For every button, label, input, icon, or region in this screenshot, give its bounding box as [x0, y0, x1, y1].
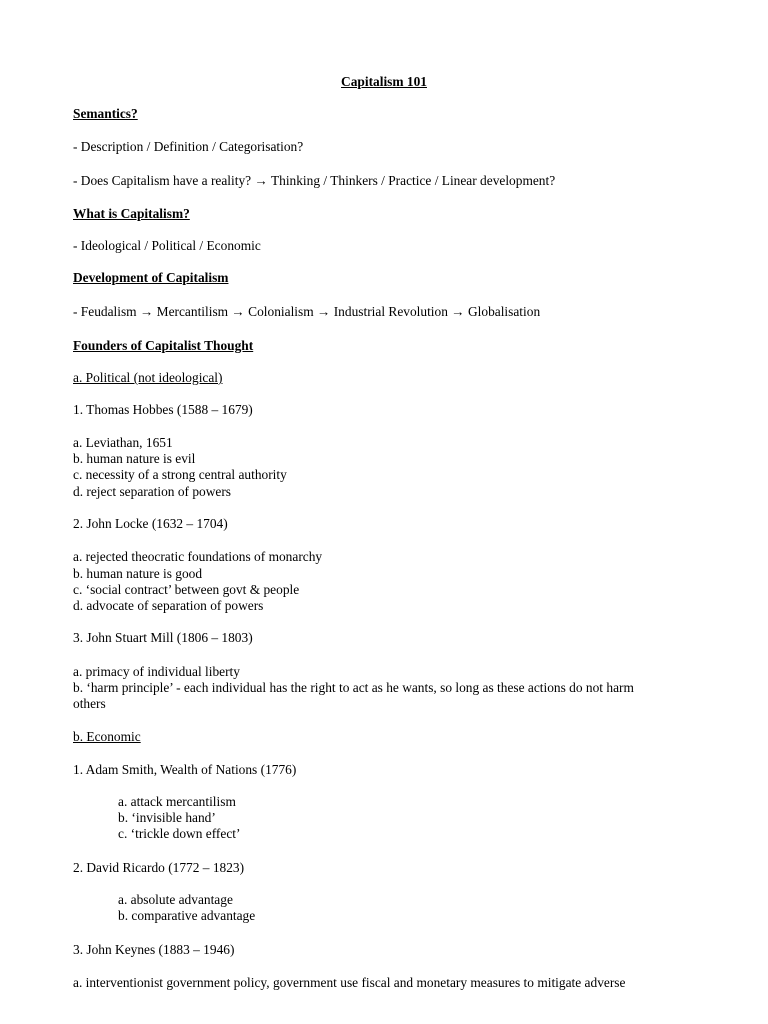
list-item: a. attack mercantilism: [118, 794, 236, 809]
list-item: b. comparative advantage: [118, 908, 256, 923]
text-line: - Description / Definition / Categorisation?: [73, 139, 304, 154]
list-item: b. ‘invisible hand’: [118, 810, 216, 825]
list-item-continuation: others: [73, 696, 106, 711]
list-item: c. necessity of a strong central authority: [73, 467, 287, 482]
thinker-name: 2. John Locke (1632 – 1704): [73, 516, 228, 531]
list-item: b. ‘harm principle’ - each individual has the right to act as he wants, so long as these actions do not harm: [73, 680, 634, 695]
list-item: a. Leviathan, 1651: [73, 435, 173, 450]
subheading-political: a. Political (not ideological): [73, 370, 223, 385]
list-item: c. ‘trickle down effect’: [118, 826, 241, 841]
list-item: a. primacy of individual liberty: [73, 664, 240, 679]
list-item: b. human nature is good: [73, 566, 203, 581]
heading-development: Development of Capitalism: [73, 270, 229, 285]
list-item: d. advocate of separation of powers: [73, 598, 264, 613]
list-item: b. human nature is evil: [73, 451, 196, 466]
page-title: Capitalism 101: [341, 74, 427, 89]
heading-what-is-capitalism: What is Capitalism?: [73, 206, 190, 221]
list-item: c. ‘social contract’ between govt & people: [73, 582, 300, 597]
thinker-name: 1. Adam Smith, Wealth of Nations (1776): [73, 762, 297, 777]
text-line: - Feudalism → Mercantilism → Colonialism → Industrial Revolution → Globalisation: [73, 304, 541, 319]
subheading-economic: b. Economic: [73, 729, 141, 744]
list-item: a. absolute advantage: [118, 892, 233, 907]
list-item: d. reject separation of powers: [73, 484, 232, 499]
thinker-name: 3. John Stuart Mill (1806 – 1803): [73, 630, 253, 645]
thinker-name: 1. Thomas Hobbes (1588 – 1679): [73, 402, 253, 417]
heading-semantics: Semantics?: [73, 106, 138, 121]
thinker-name: 2. David Ricardo (1772 – 1823): [73, 860, 245, 875]
list-item: a. interventionist government policy, government use fiscal and monetary measures to mitigate adverse: [73, 975, 626, 990]
text-line: - Does Capitalism have a reality? → Thinking / Thinkers / Practice / Linear development?: [73, 173, 556, 188]
thinker-name: 3. John Keynes (1883 – 1946): [73, 942, 235, 957]
list-item: a. rejected theocratic foundations of monarchy: [73, 549, 323, 564]
text-line: - Ideological / Political / Economic: [73, 238, 261, 253]
heading-founders: Founders of Capitalist Thought: [73, 338, 254, 353]
